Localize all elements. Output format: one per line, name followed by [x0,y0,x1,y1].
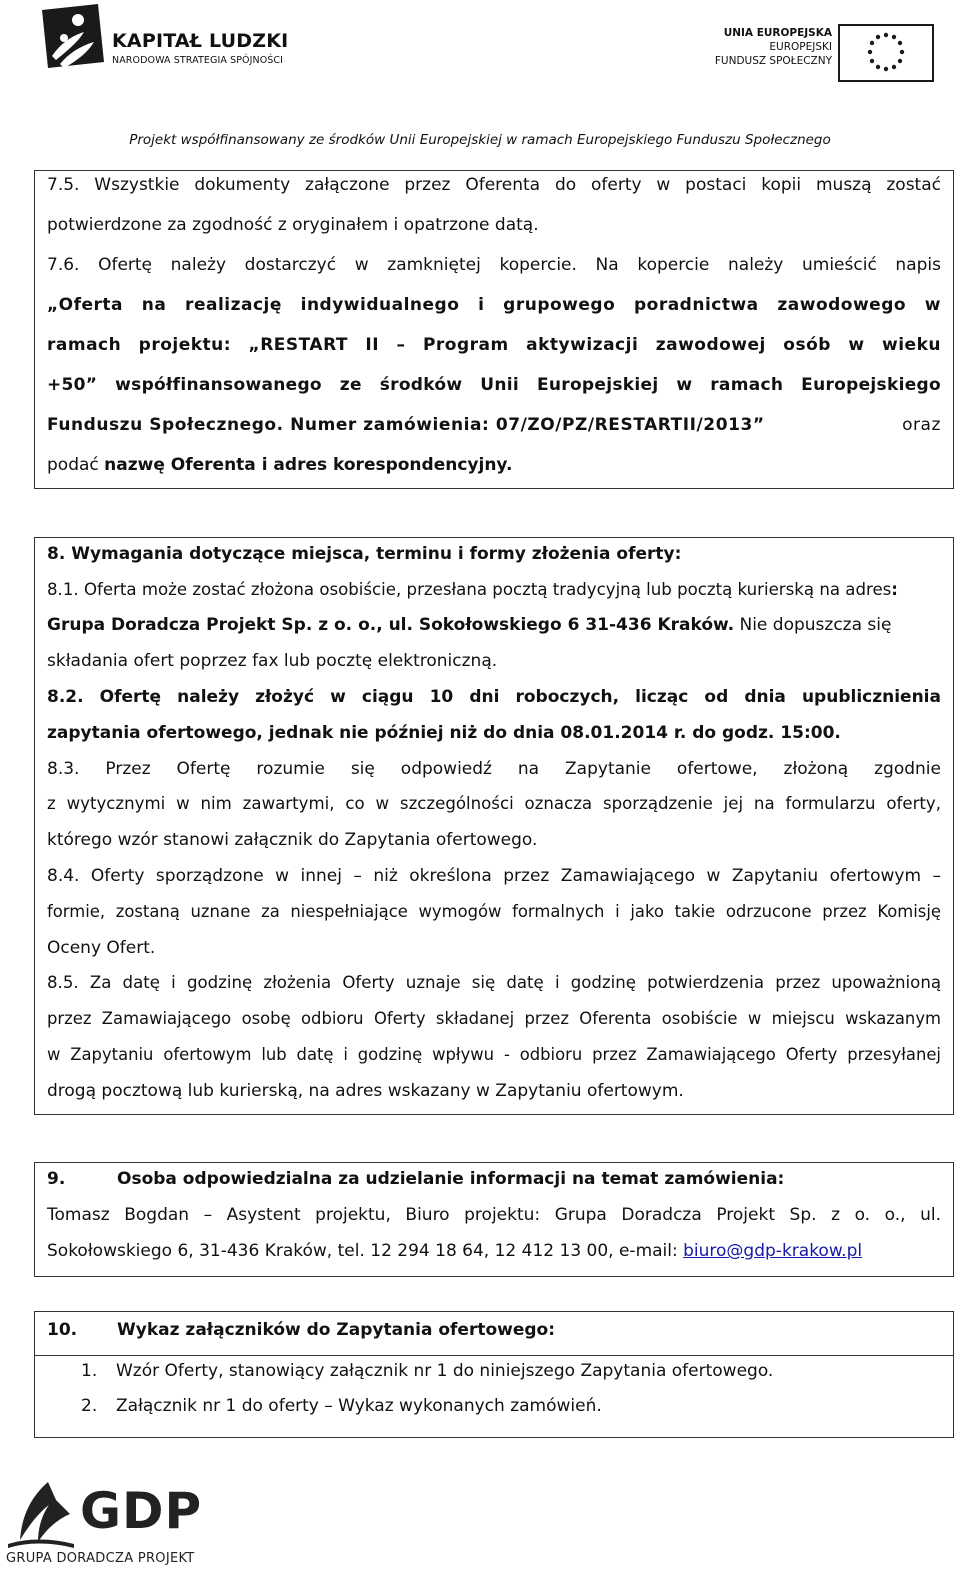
eu-logo [700,24,936,84]
section-8-text: Nie dopuszcza się [734,615,892,635]
section-8-text: 8.1. Oferta może zostać złożona osobiście, przesłana pocztą tradycyjną lub pocztą kurierską na adres [47,580,892,599]
section-8-line: 8.4. Oferty sporządzone w innej – niż określona przez Zamawiającego w Zapytaniu ofertowym – [47,866,941,886]
section-7-line [47,455,941,475]
kapital-ludzki-title: KAPITAŁ LUDZKI [112,30,289,52]
section-7-line: +50” współfinansowanego ze środków Unii Europejskiej w ramach Europejskiego [47,375,941,395]
gdp-sail-icon [4,1480,78,1552]
section-8-line [47,615,941,635]
section-8-line: w Zapytaniu ofertowym lub datę i godzinę wpływu - odbioru przez Zamawiającego Oferty przesyłanej [47,1045,941,1064]
section-8-deadline-line: zapytania ofertowego, jednak nie później niż do dnia 08.01.2014 r. do godz. 15:00. [47,723,841,743]
section-7-line: 7.5. Wszystkie dokumenty załączone przez Oferenta do oferty w postaci kopii muszą zostać [47,175,941,195]
company-address-text: Grupa Doradcza Projekt Sp. z o. o., ul. Sokołowskiego 6 31-436 Kraków. [47,615,735,635]
section-9-line [47,1241,941,1261]
section-9-number: 9. [47,1169,66,1189]
attachment-text: Wzór Oferty, stanowiący załącznik nr 1 do niniejszego Zapytania ofertowego. [116,1361,774,1381]
section-7-line: potwierdzone za zgodność z oryginałem i opatrzone datą. [47,215,539,235]
section-9-box [34,1162,954,1277]
section-7-bold-text: nazwę Oferenta i adres korespondencyjny. [104,455,513,475]
section-10-box [34,1311,954,1438]
contact-text: Sokołowskiego 6, 31-436 Kraków, tel. 12 294 18 64, 12 412 13 00, e-mail: [47,1241,684,1261]
section-9-line: Tomasz Bogdan – Asystent projektu, Biuro projektu: Grupa Doradcza Projekt Sp. z o. o., ul. [47,1205,941,1225]
gdp-logo-subtitle: GRUPA DORADCZA PROJEKT [6,1551,195,1566]
section-8-line: z wytycznymi w nim zawartymi, co w szczególności oznacza sporządzenie jej na formularzu oferty, [47,794,941,813]
section-7-line [47,415,941,435]
section-10-heading [47,1320,941,1340]
section-9-title: Osoba odpowiedzialna za udzielanie informacji na temat zamówienia: [117,1169,785,1189]
section-8-bold-text: : [891,580,898,599]
section-10-title: Wykaz załączników do Zapytania ofertowego: [117,1320,556,1340]
section-8-line: Oceny Ofert. [47,938,156,958]
order-number-text: Funduszu Społecznego. Numer zamówienia: 07/ZO/PZ/RESTARTII/2013” [47,415,765,435]
section-8-line: którego wzór stanowi załącznik do Zapytania ofertowego. [47,830,538,850]
eu-flag-icon [838,24,934,82]
section-7-line: ramach projektu: „RESTART II – Program aktywizacji zawodowej osób w wieku [47,335,941,355]
section-8-line: składania ofert poprzez fax lub pocztę elektroniczną. [47,651,498,671]
email-link[interactable]: biuro@gdp-krakow.pl [683,1241,863,1261]
kapital-ludzki-logo [38,2,298,86]
section-7-line: „Oferta na realizację indywidualnego i grupowego poradnictwa zawodowego w [47,295,941,315]
kapital-ludzki-emblem-icon [38,2,108,84]
eu-logo-line2: EUROPEJSKI [769,41,832,53]
project-cofinancing-line: Projekt współfinansowany ze środków Unii Europejskiej w ramach Europejskiego Funduszu Społecznego [129,132,831,148]
kapital-ludzki-subtitle: NARODOWA STRATEGIA SPÓJNOŚCI [112,55,284,66]
section-8-line: 8.5. Za datę i godzinę złożenia Oferty uznaje się datę i godzinę potwierdzenia przez upoważnioną [47,973,941,992]
section-8-heading: 8. Wymagania dotyczące miejsca, terminu i formy złożenia oferty: [47,544,682,564]
section-7-line: 7.6. Ofertę należy dostarczyć w zamkniętej kopercie. Na kopercie należy umieścić napis [47,255,941,275]
section-7-text: podać [47,455,105,475]
section-8-box [34,537,954,1115]
section-7-box [34,170,954,489]
attachment-number: 2. [81,1396,98,1416]
section-8-line: 8.2. Ofertę należy złożyć w ciągu 10 dni roboczych, licząc od dnia upublicznienia [47,687,941,707]
eu-logo-line3: FUNDUSZ SPOŁECZNY [714,55,832,67]
eu-logo-line1: UNIA EUROPEJSKA [723,27,832,39]
section-8-line: drogą pocztową lub kurierską, na adres wskazany w Zapytaniu ofertowym. [47,1081,684,1101]
section-8-line: 8.3. Przez Ofertę rozumie się odpowiedź na Zapytanie ofertowe, złożoną zgodnie [47,759,941,779]
gdp-logo-word: GDP [80,1482,203,1540]
gdp-logo [0,1478,230,1573]
section-10-header-row [35,1312,953,1356]
section-8-line: przez Zamawiającego osobę odbioru Oferty składanej przez Oferenta osobiście w miejscu wskazanym [47,1009,941,1028]
eu-logo-text [715,26,832,68]
section-7-text: oraz [902,415,941,435]
section-8-line: formie, zostaną uznane za niespełniające wymogów formalnych i jako takie odrzucone przez Komisję [47,902,941,921]
section-9-heading [47,1169,941,1189]
section-10-number: 10. [47,1320,78,1340]
attachment-text: Załącznik nr 1 do oferty – Wykaz wykonanych zamówień. [116,1396,602,1416]
attachment-number: 1. [81,1361,98,1381]
section-8-line [47,580,941,599]
